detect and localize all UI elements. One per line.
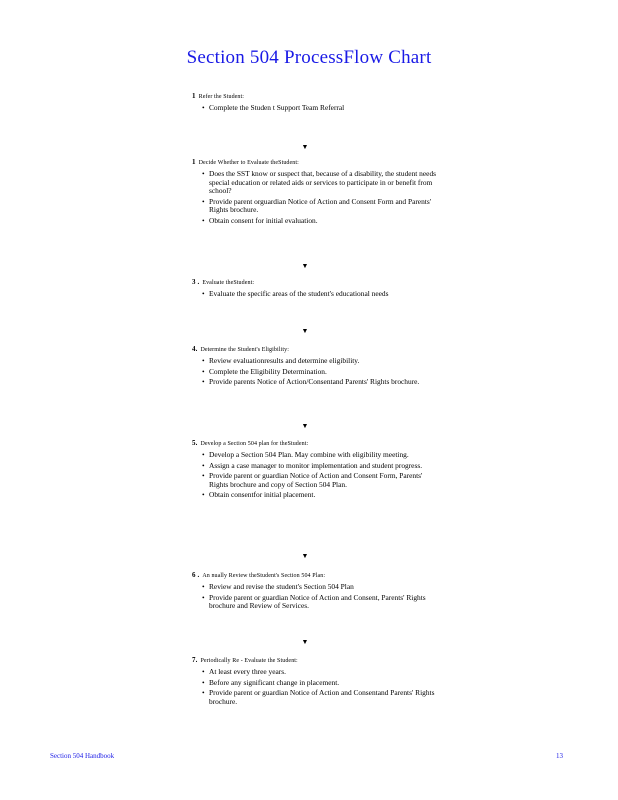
bullet-list	[192, 104, 442, 113]
down-arrow-icon: ▼	[301, 422, 309, 430]
down-arrow-icon: ▼	[301, 327, 309, 335]
list-item: • Assign a case manager to monitor implementation and student progress.	[192, 462, 442, 471]
step-4	[192, 345, 442, 387]
down-arrow-icon: ▼	[301, 262, 309, 270]
step-heading	[192, 278, 442, 288]
list-item: • Before any significant change in placement.	[192, 679, 442, 688]
step-title: Evaluate theStudent:	[202, 280, 255, 286]
step-6	[192, 571, 442, 611]
list-item: • Complete the Studen t Support Team Referral	[192, 104, 442, 113]
step-title: Decide Whether to Evaluate theStudent:	[198, 160, 299, 166]
step-title: Periodically Re - Evaluate the Student:	[200, 658, 298, 664]
list-item: • Provide parent or guardian Notice of Action and Consentand Parents' Rights brochure.	[192, 689, 442, 706]
list-item: • Does the SST know or suspect that, because of a disability, the student needs special education or related aids or services to participate in or benefit from school?	[192, 170, 442, 196]
page-number: 13	[556, 752, 563, 760]
step-number: 6 .	[192, 571, 200, 579]
bullet-list	[192, 668, 442, 706]
list-item: • Evaluate the specific areas of the student's educational needs	[192, 290, 442, 299]
list-item: • Obtain consentfor initial placement.	[192, 491, 442, 500]
step-heading	[192, 92, 442, 102]
list-item: • Provide parents Notice of Action/Consentand Parents' Rights brochure.	[192, 378, 442, 387]
down-arrow-icon: ▼	[301, 552, 309, 560]
down-arrow-icon: ▼	[301, 638, 309, 646]
step-number: 1	[192, 158, 196, 166]
step-title: An nually Review theStudent's Section 504 Plan:	[202, 573, 326, 579]
step-number: 4.	[192, 345, 198, 353]
bullet-list	[192, 451, 442, 500]
list-item: • Complete the Eligibility Determination.	[192, 368, 442, 377]
step-7	[192, 656, 442, 706]
step-heading	[192, 345, 442, 355]
list-item: • Review evaluationresults and determine eligibility.	[192, 357, 442, 366]
step-title: Refer the Student:	[198, 94, 245, 100]
list-item: • Provide parent orguardian Notice of Action and Consent Form and Parents' Rights brochure.	[192, 198, 442, 215]
page-title: Section 504 ProcessFlow Chart	[186, 47, 432, 68]
list-item: • At least every three years.	[192, 668, 442, 677]
list-item: • Review and revise the student's Section 504 Plan	[192, 583, 442, 592]
step-3	[192, 278, 442, 299]
step-number: 3 .	[192, 278, 200, 286]
step-heading	[192, 656, 442, 666]
footer-handbook-title: Section 504 Handbook	[50, 752, 115, 760]
list-item: • Obtain consent for initial evaluation.	[192, 217, 442, 226]
step-2	[192, 158, 442, 226]
step-heading	[192, 571, 442, 581]
step-title: Develop a Section 504 plan for theStudent:	[200, 441, 309, 447]
bullet-list	[192, 170, 442, 226]
bullet-list	[192, 290, 442, 299]
step-5	[192, 439, 442, 500]
step-number: 1	[192, 92, 196, 100]
list-item: • Provide parent or guardian Notice of Action and Consent, Parents' Rights brochure and Review of Services.	[192, 594, 442, 611]
step-number: 7.	[192, 656, 198, 664]
step-title: Determine the Student's Eligibility:	[200, 347, 289, 353]
step-heading	[192, 439, 442, 449]
step-heading	[192, 158, 442, 168]
bullet-list	[192, 357, 442, 387]
step-number: 5.	[192, 439, 198, 447]
list-item: • Provide parent or guardian Notice of Action and Consent Form, Parents' Rights brochure and copy of Section 504 Plan.	[192, 472, 442, 489]
down-arrow-icon: ▼	[301, 143, 309, 151]
step-1	[192, 92, 442, 113]
bullet-list	[192, 583, 442, 611]
list-item: • Develop a Section 504 Plan. May combine with eligibility meeting.	[192, 451, 442, 460]
